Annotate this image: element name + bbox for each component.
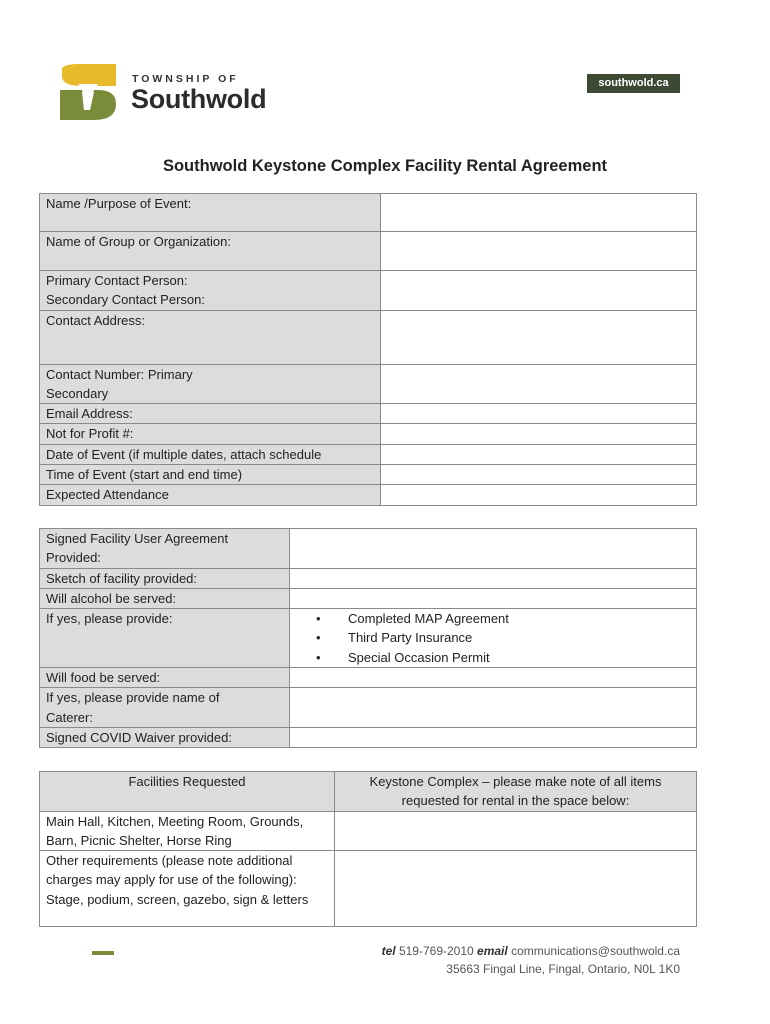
- facilities-line1: Main Hall, Kitchen, Meeting Room, Grounds,: [46, 813, 304, 829]
- facilities-field[interactable]: [335, 811, 697, 851]
- email-label-footer: email: [477, 944, 508, 958]
- signed-agreement-label: [40, 529, 290, 569]
- footer-contact: [382, 944, 680, 958]
- alcohol-field[interactable]: [290, 588, 697, 608]
- website-badge[interactable]: southwold.ca: [587, 74, 680, 93]
- food-field[interactable]: [290, 668, 697, 688]
- primary-contact-label: Primary Contact Person:: [46, 273, 188, 288]
- other-line2: charges may apply for use of the following):: [46, 872, 297, 888]
- contact-number-primary-label: Contact Number: Primary: [46, 366, 193, 382]
- covid-field[interactable]: [290, 727, 697, 747]
- other-requirements-field[interactable]: [335, 851, 697, 927]
- contact-number-field[interactable]: [381, 364, 697, 404]
- email-label: Email Address:: [40, 404, 381, 424]
- caterer-label: [40, 688, 290, 728]
- footer-address: 35663 Fingal Line, Fingal, Ontario, N0L 1K0: [446, 962, 680, 976]
- attendance-label: Expected Attendance: [40, 485, 381, 505]
- contact-persons-label: [40, 271, 381, 311]
- email-field[interactable]: [381, 404, 697, 424]
- other-line3: Stage, podium, screen, gazebo, sign & letters: [46, 891, 309, 907]
- event-info-table: [39, 193, 697, 506]
- name-purpose-label: Name /Purpose of Event:: [40, 194, 381, 232]
- contact-number-secondary-label: Secondary: [46, 385, 109, 401]
- bullet-icon: •: [316, 630, 321, 646]
- keystone-header: [335, 772, 697, 812]
- time-of-event-field[interactable]: [381, 465, 697, 485]
- covid-label: Signed COVID Waiver provided:: [40, 727, 290, 747]
- bullet-icon: •: [316, 611, 321, 627]
- secondary-contact-label: Secondary Contact Person:: [46, 292, 205, 308]
- logo-township-text: TOWNSHIP OF: [132, 73, 239, 85]
- list-item: • Completed MAP Agreement: [336, 609, 690, 628]
- requirements-table: [39, 528, 697, 748]
- other-requirements-cell: [40, 851, 335, 927]
- tel-label: tel: [381, 944, 396, 958]
- date-of-event-label: Date of Event (if multiple dates, attach schedule: [40, 444, 381, 464]
- alcohol-requirements-list: [290, 609, 697, 668]
- attendance-field[interactable]: [381, 485, 697, 505]
- if-yes-label: If yes, please provide:: [40, 609, 290, 668]
- bullet-icon: •: [316, 649, 321, 665]
- contact-address-label: Contact Address:: [40, 310, 381, 364]
- facilities-table: [39, 771, 697, 927]
- group-org-label: Name of Group or Organization:: [40, 232, 381, 271]
- caterer-line2: Caterer:: [46, 709, 93, 725]
- name-purpose-field[interactable]: [381, 194, 697, 232]
- signed-agreement-field[interactable]: [290, 529, 697, 569]
- logo-southwold-text: Southwold: [131, 84, 267, 114]
- caterer-line1: If yes, please provide name of: [46, 690, 220, 706]
- contact-persons-field[interactable]: [381, 271, 697, 311]
- tel-number[interactable]: 519-769-2010: [398, 944, 474, 958]
- list-item: • Third Party Insurance: [336, 628, 690, 647]
- keystone-header-line2: requested for rental in the space below:: [401, 793, 630, 809]
- sketch-field[interactable]: [290, 568, 697, 588]
- contact-number-label: [40, 364, 381, 404]
- email-address[interactable]: communications@southwold.ca: [511, 944, 680, 958]
- other-line1: Other requirements (please note additional: [46, 853, 293, 869]
- food-label: Will food be served:: [40, 668, 290, 688]
- not-for-profit-field[interactable]: [381, 424, 697, 444]
- sketch-label: Sketch of facility provided:: [40, 568, 290, 588]
- list-item: • Special Occasion Permit: [336, 648, 690, 667]
- footer-accent-bar: [92, 951, 114, 955]
- page-title: Southwold Keystone Complex Facility Rental Agreement: [162, 157, 608, 175]
- signed-agreement-line1: Signed Facility User Agreement: [46, 531, 229, 546]
- facilities-list-cell: [40, 811, 335, 851]
- contact-address-field[interactable]: [381, 310, 697, 364]
- group-org-field[interactable]: [381, 232, 697, 271]
- date-of-event-field[interactable]: [381, 444, 697, 464]
- signed-agreement-line2: Provided:: [46, 550, 101, 566]
- facilities-line2: Barn, Picnic Shelter, Horse Ring: [46, 832, 232, 848]
- township-logo-icon: [58, 64, 118, 120]
- keystone-header-line1: Keystone Complex – please make note of all items: [369, 774, 662, 789]
- facilities-header: Facilities Requested: [40, 772, 335, 812]
- alcohol-label: Will alcohol be served:: [40, 588, 290, 608]
- not-for-profit-label: Not for Profit #:: [40, 424, 381, 444]
- caterer-field[interactable]: [290, 688, 697, 728]
- time-of-event-label: Time of Event (start and end time): [40, 465, 381, 485]
